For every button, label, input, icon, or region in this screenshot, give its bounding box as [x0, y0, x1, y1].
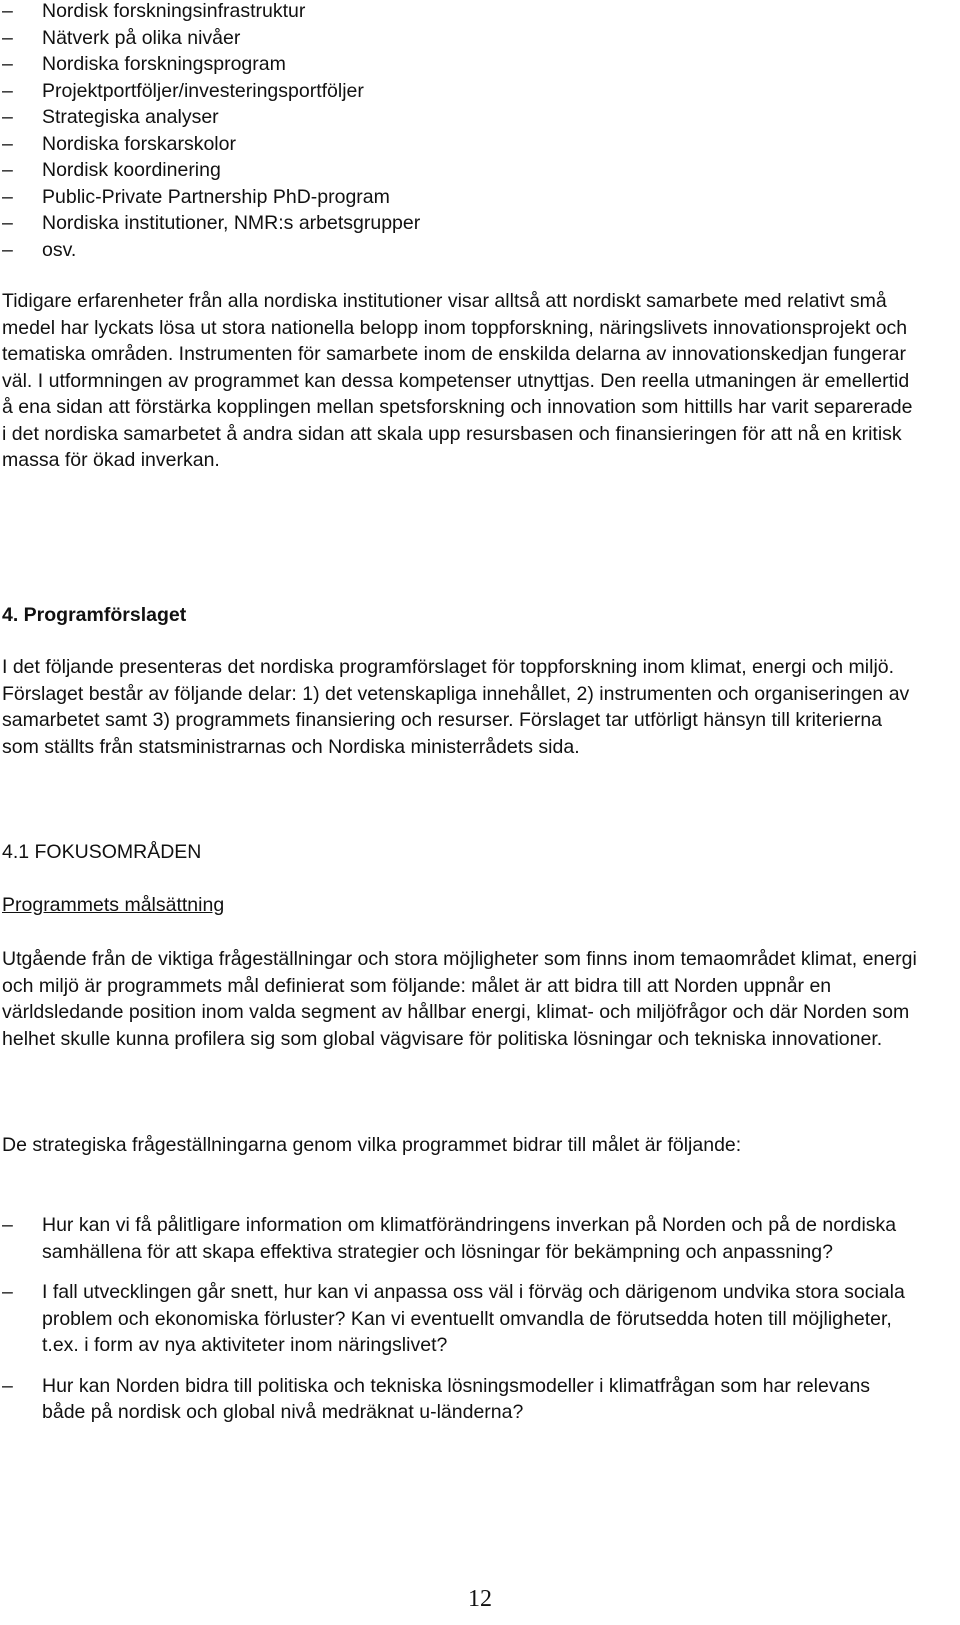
body-paragraph-questions-intro: De strategiska frågeställningarna genom vilka programmet bidrar till målet är följande: — [2, 1134, 742, 1156]
list-item-text: Nordiska forskarskolor — [42, 132, 236, 155]
strategic-questions-list — [2, 1212, 917, 1440]
list-item — [2, 51, 902, 78]
dash-bullet: – — [2, 79, 13, 102]
list-item — [2, 1373, 917, 1426]
body-paragraph-goal: Utgående från de viktiga frågeställningar och stora möjligheter som finns inom temaområdet klimat, energi och miljö är programmets mål definierat som följande: målet är att bidra till att Norden uppnår en världsledande position inom valda segment av hållbar energi, klimat- och miljöfrågor och där Norden som helhet skulle kunna profilera sig som global vägvisare för politiska lösningar och tekniska innovationer. — [2, 948, 917, 1050]
list-item — [2, 25, 902, 52]
list-item — [2, 104, 902, 131]
dash-bullet: – — [2, 238, 13, 261]
dash-bullet: – — [2, 1281, 13, 1303]
body-paragraph-experience: Tidigare erfarenheter från alla nordiska institutioner visar alltså att nordiskt samarbete med relativt små medel har lyckats lösa ut stora nationella belopp inom toppforskning, näringslivets innovationsprojekt och tematiska områden. Instrumenten för samarbete inom de enskilda delarna av innovationskedjan fungerar väl. I utformningen av programmet kan dessa kompetenser utnyttjas. Den reella utmaningen är emellertid å ena sidan att förstärka kopplingen mellan spetsforskning och innovation som hittills har varit separerade i det nordiska samarbetet å andra sidan att skala upp resursbasen och finansieringen för att nå en kritisk massa för ökad inverkan. — [2, 290, 913, 471]
list-item — [2, 210, 902, 237]
list-item-text: Nordisk koordinering — [42, 159, 221, 181]
dash-bullet: – — [2, 185, 13, 208]
subsection-heading-fokusomraden: 4.1 FOKUSOMRÅDEN — [2, 841, 202, 863]
list-item-text: Nordiska institutioner, NMR:s arbetsgrupper — [42, 212, 421, 234]
list-item-text: Hur kan vi få pålitligare information om klimatförändringens inverkan på Norden och på de nordiska samhällena för att skapa effektiva strategier och lösningar för bekämpning och anpassning? — [42, 1214, 897, 1263]
dash-bullet: – — [2, 106, 13, 128]
dash-bullet: – — [2, 132, 13, 155]
list-item-text: Strategiska analyser — [42, 106, 219, 128]
instrument-list — [2, 0, 902, 263]
list-item — [2, 1279, 917, 1359]
dash-bullet: – — [2, 212, 13, 234]
list-item-text: Public-Private Partnership PhD-program — [42, 185, 390, 208]
dash-bullet: – — [2, 26, 13, 49]
list-item — [2, 157, 902, 184]
section-heading-programforslaget: 4. Programförslaget — [2, 604, 187, 626]
subheading-malsattning: Programmets målsättning — [2, 894, 225, 916]
list-item — [2, 237, 902, 264]
dash-bullet: – — [2, 1214, 13, 1236]
list-item — [2, 184, 902, 211]
list-item — [2, 131, 902, 158]
page-number: 12 — [468, 1586, 492, 1612]
dash-bullet: – — [2, 0, 13, 22]
body-paragraph-proposal: I det följande presenteras det nordiska programförslaget för toppforskning inom klimat, energi och miljö. Förslaget består av följande delar: 1) det vetenskapliga innehållet, 2) instrumenten och organiseringen av samarbetet samt 3) programmets finansiering och resurser. Förslaget tar utförligt hänsyn till kriterierna som ställts från statsministrarnas och Nordiska ministerrådets sida. — [2, 656, 910, 758]
list-item-text: Nordiska forskningsprogram — [42, 53, 286, 75]
list-item-text: Nordisk forskningsinfrastruktur — [42, 0, 306, 22]
list-item — [2, 78, 902, 105]
list-item — [2, 0, 902, 25]
list-item-text: osv. — [42, 238, 77, 261]
list-item-text: Nätverk på olika nivåer — [42, 26, 241, 49]
dash-bullet: – — [2, 1374, 13, 1397]
list-item-text: Projektportföljer/investeringsportföljer — [42, 79, 364, 102]
list-item-text: Hur kan Norden bidra till politiska och tekniska lösningsmodeller i klimatfrågan som har relevans både på nordisk och global nivå medräknat u-länderna? — [42, 1374, 871, 1423]
dash-bullet: – — [2, 159, 13, 181]
list-item — [2, 1212, 917, 1265]
dash-bullet: – — [2, 53, 13, 75]
list-item-text: I fall utvecklingen går snett, hur kan vi anpassa oss väl i förväg och därigenom undvika stora sociala problem och ekonomiska förluster? Kan vi eventuellt omvandla de förutsedda hoten till möjligheter, t.ex. i form av nya aktiviteter inom näringslivet? — [42, 1281, 905, 1356]
